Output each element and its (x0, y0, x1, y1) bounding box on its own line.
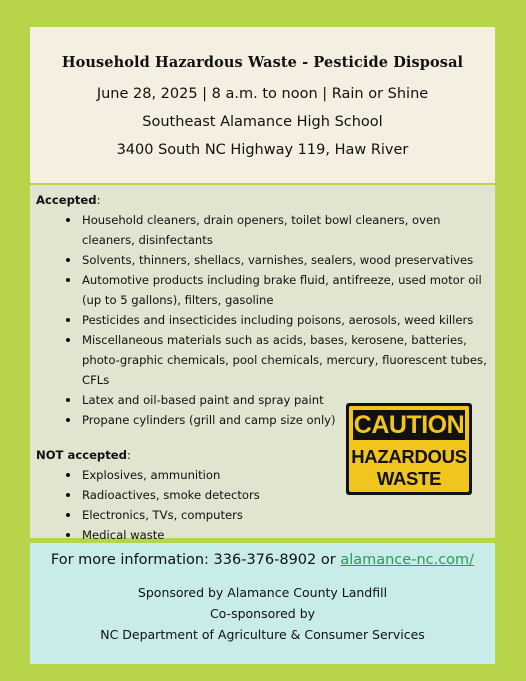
event-location: Southeast Alamance High School (142, 114, 383, 130)
accepted-heading: Accepted: (36, 193, 101, 207)
not-accepted-item: Explosives, ammunition (82, 465, 491, 485)
accepted-heading-text: Accepted (36, 193, 97, 207)
accepted-item: Miscellaneous materials such as acids, bases, kerosene, batteries, photo-graphic chemicals, pool chemicals, mercury, fluorescent tubes, CFLs (82, 330, 491, 390)
accepted-item: Propane cylinders (grill and camp size only) (82, 410, 491, 430)
not-accepted-item: Medical waste (82, 525, 491, 545)
caution-sign-header: CAUTION (353, 411, 465, 439)
sponsor-line: Sponsored by Alamance County Landfill (137, 585, 388, 600)
flyer-title: Household Hazardous Waste - Pesticide Disposal (61, 54, 464, 71)
not-accepted-item: Radioactives, smoke detectors (82, 485, 491, 505)
event-address: 3400 South NC Highway 119, Haw River (116, 142, 409, 158)
website-link[interactable]: alamance-nc.com/ (340, 552, 475, 568)
not-accepted-item: Electronics, TVs, computers (82, 505, 491, 525)
flyer-footer (30, 543, 495, 664)
contact-info (30, 552, 495, 568)
accepted-list (36, 210, 491, 430)
not-accepted-heading-text: NOT accepted (36, 448, 127, 462)
cosponsor-label: Co-sponsored by (209, 606, 316, 621)
not-accepted-heading: NOT accepted: (36, 448, 131, 462)
contact-info-text: For more information: 336-376-8902 or (50, 552, 341, 568)
accepted-item: Solvents, thinners, shellacs, varnishes, sealers, wood preservatives (82, 250, 491, 270)
caution-sign-line1: HAZARDOUS (351, 446, 467, 467)
flyer-header (30, 27, 495, 183)
accepted-item: Automotive products including brake fluid, antifreeze, used motor oil (up to 5 gallons), filters, gasoline (82, 270, 491, 310)
cosponsor-name: NC Department of Agriculture & Consumer Services (100, 627, 425, 642)
caution-hazardous-waste-sign (346, 403, 472, 495)
accepted-item: Pesticides and insecticides including poisons, aerosols, weed killers (82, 310, 491, 330)
accepted-item: Household cleaners, drain openers, toilet bowl cleaners, oven cleaners, disinfectants (82, 210, 491, 250)
accepted-item: Latex and oil-based paint and spray paint (82, 390, 491, 410)
event-date-line: June 28, 2025 | 8 a.m. to noon | Rain or Shine (96, 86, 429, 102)
caution-sign-line2: WASTE (376, 468, 442, 489)
